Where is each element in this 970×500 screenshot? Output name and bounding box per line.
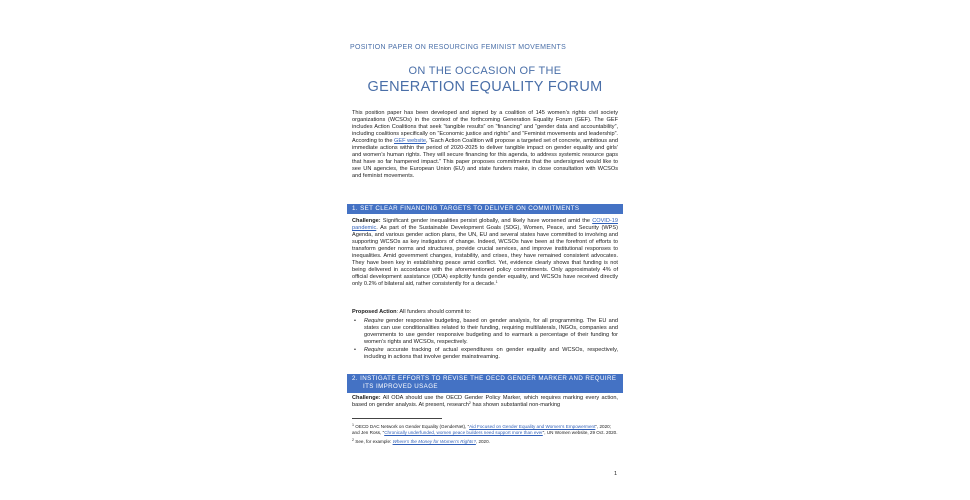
footnote-ref-2[interactable]: 2 xyxy=(468,401,471,406)
list-item-lead: Require xyxy=(364,347,384,354)
list-item xyxy=(352,318,618,346)
covid-link[interactable]: COVID-19 pandemic xyxy=(352,218,618,232)
footnote-text: , 2020. xyxy=(475,439,490,445)
list-item-text: accurate tracking of actual expenditures on gender equality and WCSOs, respectively, including in actions that involve gender mainstreaming. xyxy=(364,347,618,361)
document-page xyxy=(330,0,640,500)
footnote-divider xyxy=(352,418,442,419)
challenge-label: Challenge: xyxy=(352,218,381,224)
challenge-label: Challenge: xyxy=(352,395,381,401)
proposed-action-list xyxy=(352,318,618,362)
gef-website-link[interactable]: GEF website xyxy=(394,138,427,145)
document-title: GENERATION EQUALITY FORUM xyxy=(367,79,603,95)
list-item-text: gender responsive budgeting, based on gender analysis, for all programming. The EU and states can use conditionalities related to their funding, requiring multilaterals, INGOs, companies and governments to use gender responsive budgeting and to earmark a percentage of their funding for women’s rights and WCSOs, respectively. xyxy=(364,318,618,346)
section-1-heading: 1. SET CLEAR FINANCING TARGETS TO DELIVER ON COMMITMENTS xyxy=(347,204,623,214)
title-line-1: ON THE OCCASION OF THE xyxy=(408,65,562,77)
challenge-text-b: . As part of the Sustainable Development Goals (SDG), Women, Peace, and Security (WPS) Agenda, and various gender action plans, the UN, EU and several states have committed to involving and supporting WCSOs as key instigators of change. Indeed, WCSOs have been at the forefront of efforts to transform gender norms and structures, provide crucial services, and improve institutional responses to inequalities. Amid government changes, instability, and crises, they have remained consistent advocates. They have been key in establishing peace amid conflict. Yet, evidence clearly shows that funding is not being delivered in accordance with the aforementioned policy commitments. Only approximately 4% of official development assistance (ODA) explicitly funds gender equality, and WCSOs have received directly only 0.2% of bilateral aid, rather consistently for a decade. xyxy=(352,225,618,288)
footnote-link[interactable]: Aid Focused on Gender Equality and Women’s Empowerment xyxy=(469,424,596,429)
list-item xyxy=(352,347,618,361)
challenge-text-a: All ODA should use the OECD Gender Policy Marker, which requires marking every action, based on gender analysis. At present, research xyxy=(352,395,618,409)
section-1-challenge xyxy=(352,218,618,288)
challenge-text-b: has shown substantial non-marking xyxy=(470,402,561,409)
page-number: 1 xyxy=(614,471,618,477)
list-item-lead: Require xyxy=(364,318,384,324)
footnote-2 xyxy=(352,439,618,445)
intro-text-part1: This position paper has been developed and signed by a coalition of 145 women’s rights civil society organizations (WCSOs) in the context of the forthcoming Generation Equality Forum (GEF). The GEF includes Action Coalitions that seek “tangible results” on “financing” and “gender data and accountability”, including coalitions specifically on “Economic justice and rights” and “Feminist movements and leadership”. According to the xyxy=(352,110,618,145)
section-2-heading-line-1: 2. INSTIGATE EFFORTS TO REVISE THE OECD GENDER MARKER AND REQUIRE xyxy=(352,375,617,382)
proposed-action-label: Proposed Action xyxy=(352,309,397,315)
footnote-number: 1 xyxy=(352,423,354,427)
proposed-action xyxy=(352,309,618,316)
footnote-link[interactable]: Where’s the Money for Women’s Rights? xyxy=(392,439,476,445)
section-2-challenge xyxy=(352,395,618,409)
footnote-number: 2 xyxy=(352,438,354,443)
footnotes xyxy=(352,424,618,448)
running-header: POSITION PAPER ON RESOURCING FEMINIST MOVEMENTS xyxy=(350,44,567,51)
section-2-heading-line-2: ITS IMPROVED USAGE xyxy=(363,383,438,390)
footnote-ref-1[interactable]: 1 xyxy=(495,280,498,285)
section-2-heading xyxy=(347,374,623,393)
intro-paragraph xyxy=(352,110,618,180)
footnote-text: OECD DAC Network on Gender Equality (GenderNet), “ xyxy=(354,424,470,429)
footnote-text: ”, 2020; and Jen Ross, “ xyxy=(352,424,611,436)
intro-text-part2: , “Each Action Coalition will propose a targeted set of concrete, ambitious and immediate actions within the period of 2020-2025 to deliver tangible impact on gender equality and girls’ and women’s human rights. They will secure financing for this agenda, to address systemic resource gaps that have so far hampered impact.” This paper proposes commitments that the undersigned would like to see UN agencies, the European Union (EU) and state funders make, in close consultation with WCSOs and feminist movements. xyxy=(352,138,618,180)
footnote-link[interactable]: Chronically underfunded, women peace builders need support more than ever xyxy=(384,430,543,436)
challenge-text-a: Significant gender inequalities persist globally, and likely have worsened amid the xyxy=(380,218,593,224)
footnote-text: See, for example: xyxy=(354,439,393,445)
footnote-text: ”, UN Women website, 29 Oct. 2020. xyxy=(542,430,618,436)
footnote-1 xyxy=(352,424,618,436)
proposed-action-text: : All funders should commit to: xyxy=(396,309,472,315)
